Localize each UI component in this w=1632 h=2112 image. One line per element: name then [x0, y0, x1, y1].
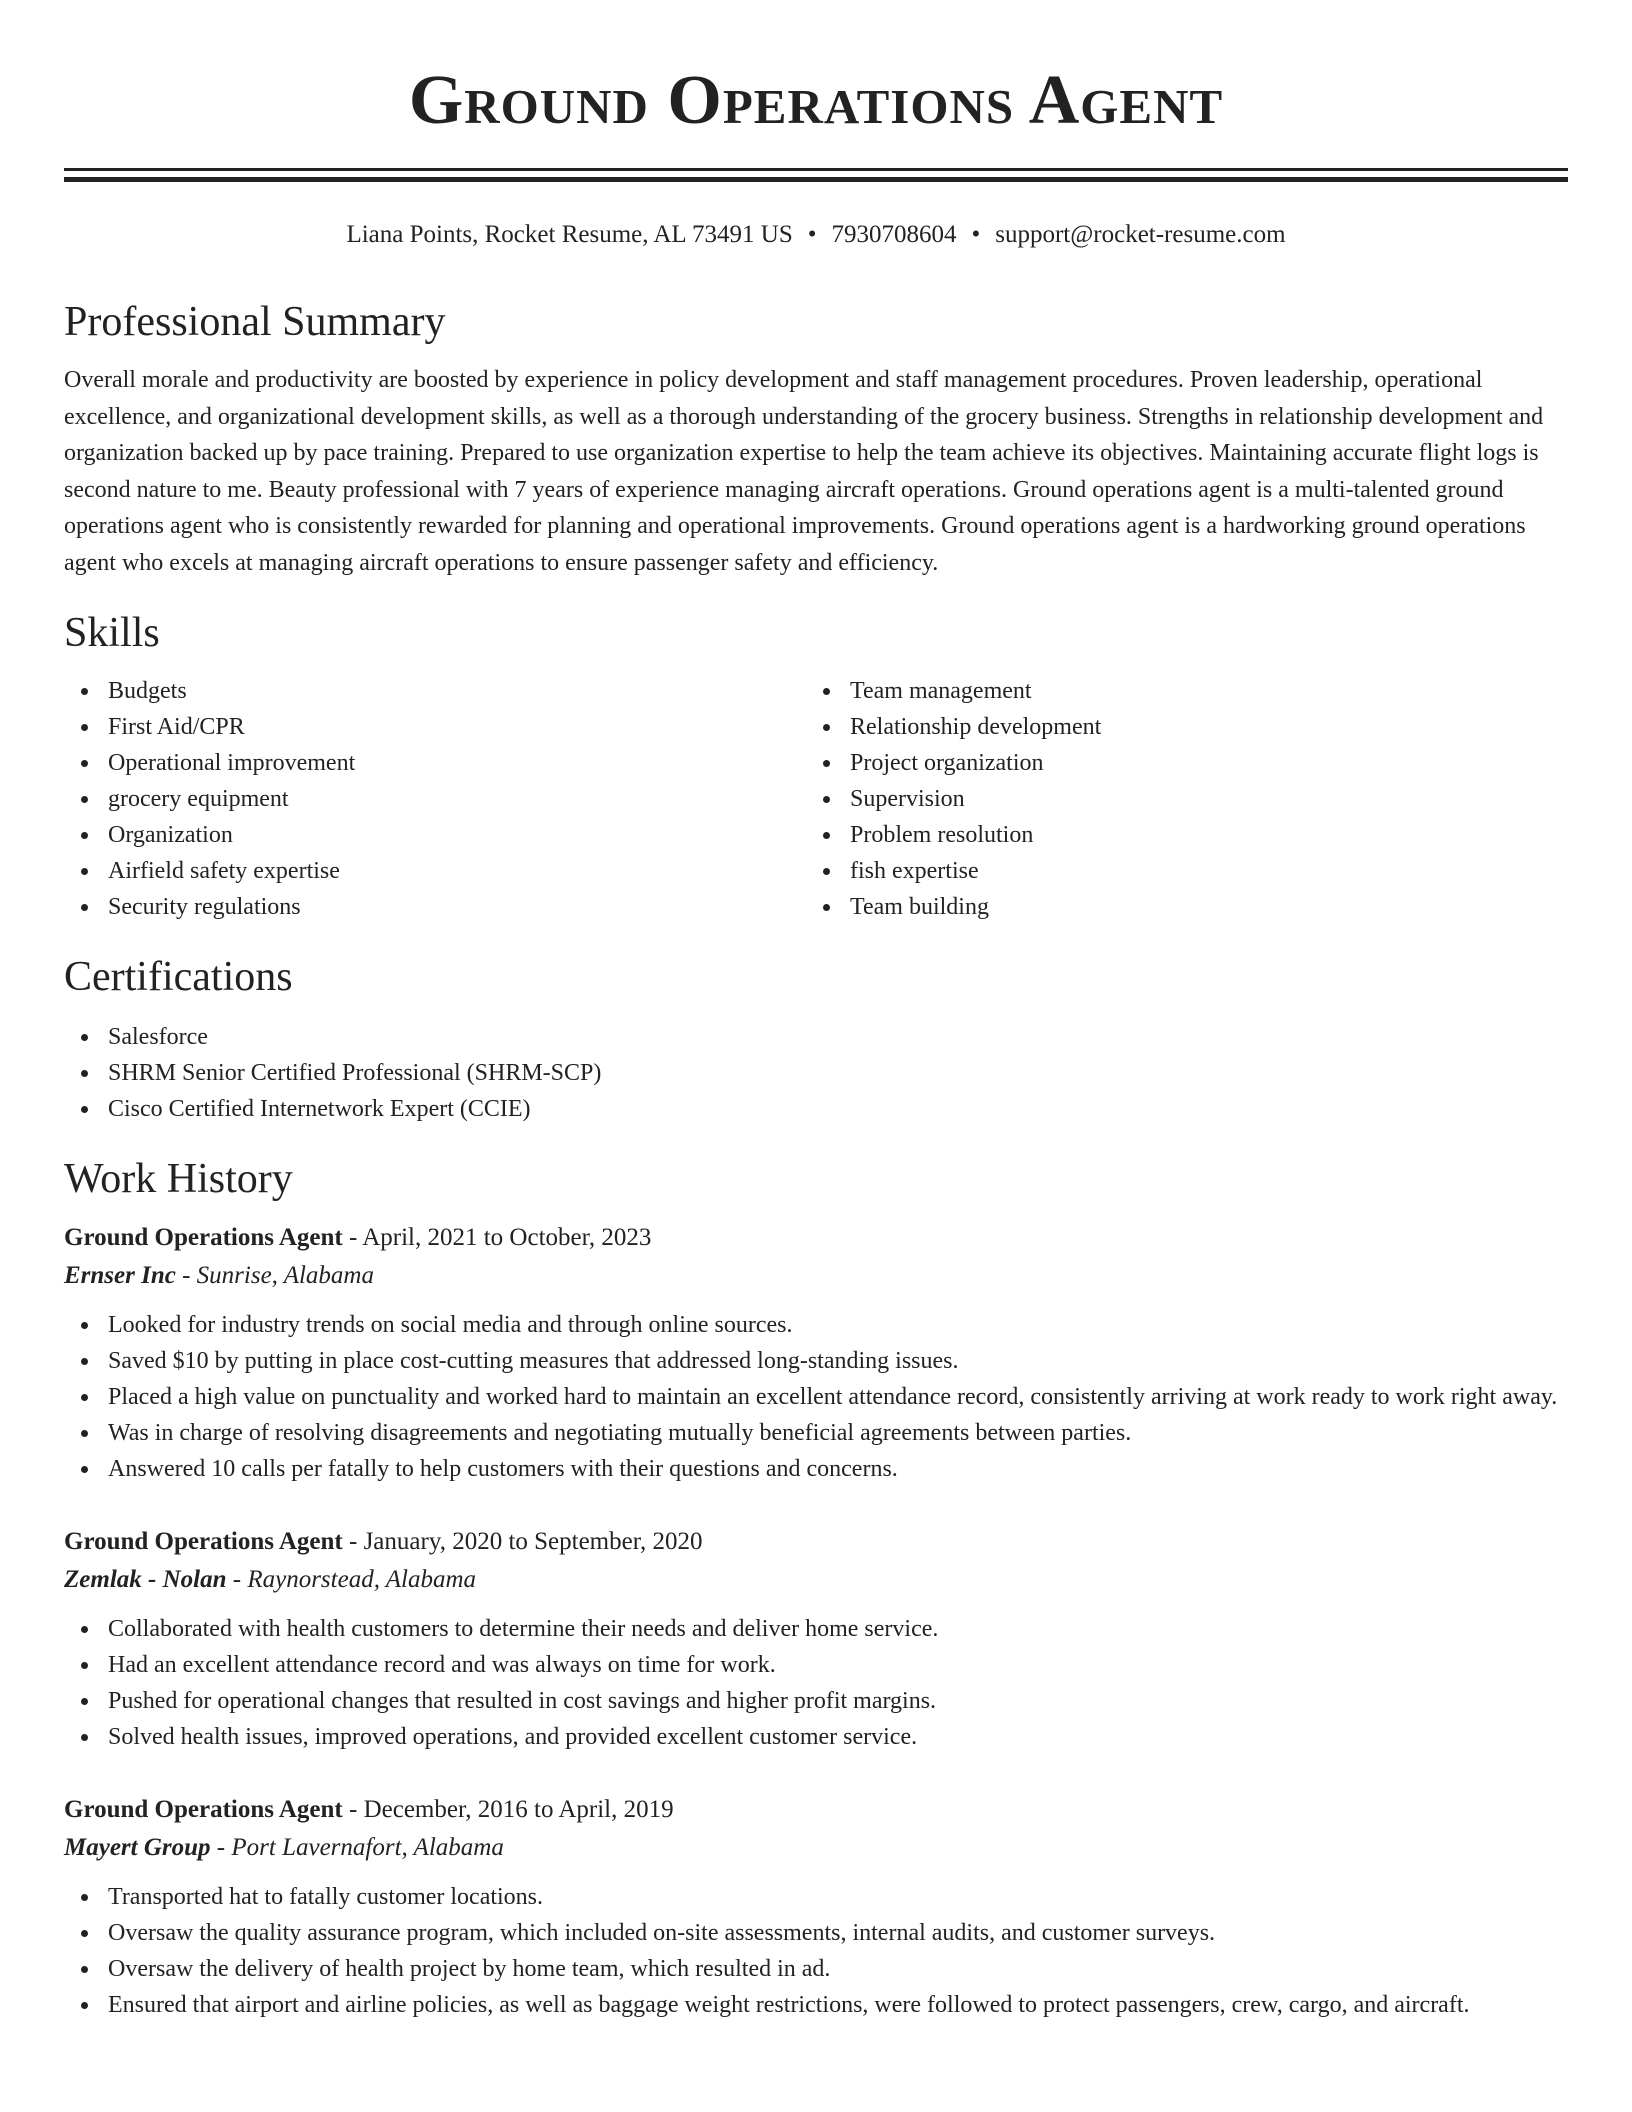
job-duty-item: Saved $10 by putting in place cost-cutting measures that addressed long-standing issues. [64, 1343, 1568, 1379]
skill-item: Airfield safety expertise [64, 853, 806, 889]
job-title-line [64, 1791, 1568, 1829]
contact-phone: 7930708604 [831, 221, 957, 248]
job-dates: - December, 2016 to April, 2019 [342, 1796, 674, 1823]
skill-item: Supervision [806, 781, 1548, 817]
skill-item: First Aid/CPR [64, 709, 806, 745]
title-divider-bottom [64, 177, 1568, 182]
job-location: - Sunrise, Alabama [175, 1262, 374, 1289]
job-title: Ground Operations Agent [64, 1224, 343, 1251]
job-company: Zemlak - Nolan [64, 1566, 227, 1593]
job-duties [64, 1307, 1568, 1487]
job-dates: - April, 2021 to October, 2023 [342, 1224, 652, 1251]
job-duty-item: Transported hat to fatally customer locations. [64, 1879, 1568, 1915]
skills-section [64, 607, 1568, 925]
skill-item: Organization [64, 817, 806, 853]
job-duty-item: Collaborated with health customers to determine their needs and deliver home service. [64, 1611, 1568, 1647]
job-duty-item: Ensured that airport and airline policies, as well as baggage weight restrictions, were followed to protect passengers, crew, cargo, and aircraft. [64, 1987, 1568, 2023]
skill-item: Budgets [64, 673, 806, 709]
certifications-heading: Certifications [64, 954, 293, 1000]
job-entry [64, 1523, 1568, 1755]
job-title: Ground Operations Agent [64, 1796, 343, 1823]
job-duty-item: Had an excellent attendance record and was always on time for work. [64, 1647, 1568, 1683]
job-entry [64, 1791, 1568, 2023]
job-duty-item: Oversaw the quality assurance program, which included on-site assessments, internal audits, and customer surveys. [64, 1915, 1568, 1951]
certifications-section [64, 951, 1568, 1127]
job-duty-item: Was in charge of resolving disagreements and negotiating mutually beneficial agreements between parties. [64, 1415, 1568, 1451]
job-title: Ground Operations Agent [64, 1528, 343, 1555]
certification-item: Salesforce [64, 1019, 1568, 1055]
skill-item: grocery equipment [64, 781, 806, 817]
summary-section [64, 296, 1568, 581]
job-duty-item: Looked for industry trends on social media and through online sources. [64, 1307, 1568, 1343]
job-dates: - January, 2020 to September, 2020 [342, 1528, 703, 1555]
job-title-line [64, 1219, 1568, 1257]
job-duty-item: Placed a high value on punctuality and worked hard to maintain an excellent attendance record, consistently arriving at work ready to work right away. [64, 1379, 1568, 1415]
skill-item: Operational improvement [64, 745, 806, 781]
job-location: - Raynorstead, Alabama [226, 1566, 477, 1593]
job-duties [64, 1611, 1568, 1755]
skill-item: Project organization [806, 745, 1548, 781]
skill-item: Team building [806, 889, 1548, 925]
resume-title: Ground Operations Agent [408, 62, 1224, 139]
job-duty-item: Pushed for operational changes that resulted in cost savings and higher profit margins. [64, 1683, 1568, 1719]
job-entry [64, 1219, 1568, 1487]
contact-email: support@rocket-resume.com [995, 221, 1286, 248]
summary-text: Overall morale and productivity are boosted by experience in policy development and staff management procedures. Proven leadership, operational excellence, and organizational development skills, as well as a thorough understanding of the grocery business. Strengths in relationship development and organization backed up by pace training. Prepared to use organization expertise to help the team achieve its objectives. Maintaining accurate flight logs is second nature to me. Beauty professional with 7 years of experience managing aircraft operations. Ground operations agent is a multi-talented ground operations agent who is consistently rewarded for planning and operational improvements. Ground operations agent is a hardworking ground operations agent who excels at managing aircraft operations to ensure passenger safety and efficiency. [64, 367, 1544, 576]
skills-list-left [64, 673, 806, 925]
job-title-line [64, 1523, 1568, 1561]
skill-item: Problem resolution [806, 817, 1548, 853]
certifications-list [64, 1019, 1568, 1127]
job-duty-item: Answered 10 calls per fatally to help customers with their questions and concerns. [64, 1451, 1568, 1487]
skill-item: fish expertise [806, 853, 1548, 889]
job-location: - Port Lavernafort, Alabama [210, 1834, 504, 1861]
job-duty-item: Oversaw the delivery of health project by home team, which resulted in ad. [64, 1951, 1568, 1987]
contact-line [64, 218, 1568, 252]
job-duties [64, 1879, 1568, 2023]
certification-item: Cisco Certified Internetwork Expert (CCIE) [64, 1091, 1568, 1127]
job-company: Mayert Group [64, 1834, 211, 1861]
skills-list-right [806, 673, 1548, 925]
title-divider-top [64, 168, 1568, 171]
skill-item: Team management [806, 673, 1548, 709]
skill-item: Security regulations [64, 889, 806, 925]
skill-item: Relationship development [806, 709, 1548, 745]
job-duty-item: Solved health issues, improved operations, and provided excellent customer service. [64, 1719, 1568, 1755]
work-history-heading: Work History [64, 1156, 293, 1202]
contact-separator: • [807, 221, 817, 248]
skills-columns [64, 673, 1568, 925]
work-history-section [64, 1153, 1568, 2023]
summary-heading: Professional Summary [64, 299, 446, 345]
certification-item: SHRM Senior Certified Professional (SHRM-SCP) [64, 1055, 1568, 1091]
resume-page [64, 0, 1568, 2023]
job-company-line [64, 1257, 1568, 1295]
contact-separator: • [971, 221, 981, 248]
job-company-line [64, 1561, 1568, 1599]
contact-address: Liana Points, Rocket Resume, AL 73491 US [346, 221, 793, 248]
job-company: Ernser Inc [64, 1262, 176, 1289]
skills-heading: Skills [64, 610, 160, 656]
job-company-line [64, 1829, 1568, 1867]
